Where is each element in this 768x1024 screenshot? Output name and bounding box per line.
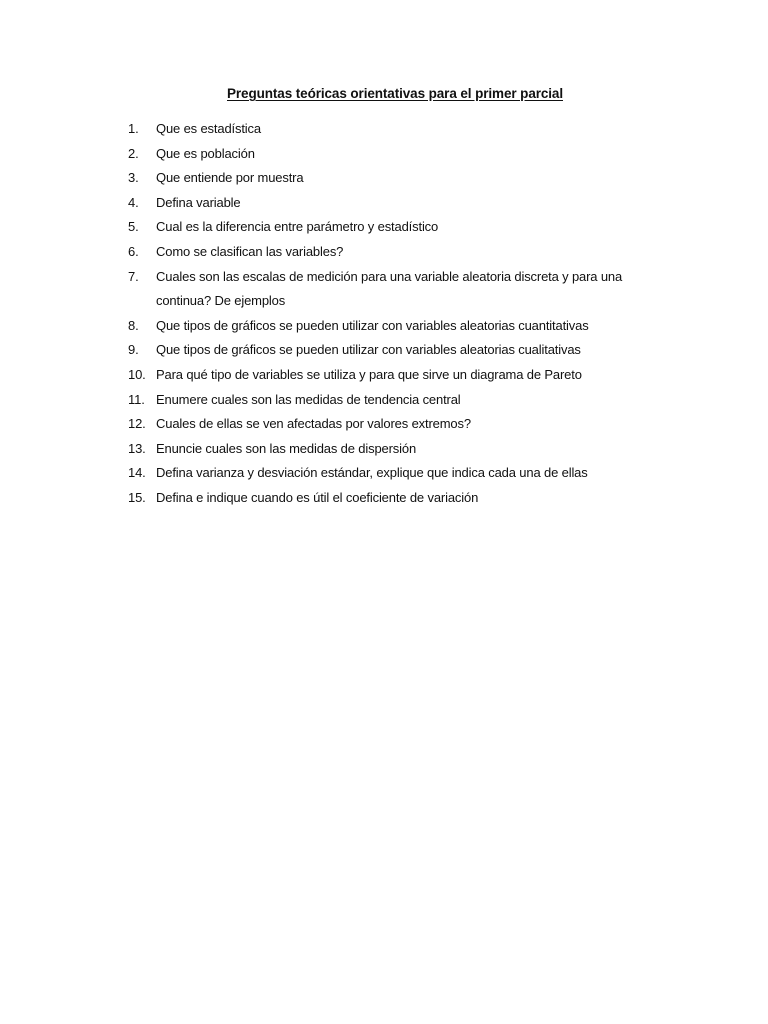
question-number: 12. bbox=[128, 416, 146, 432]
question-number: 5. bbox=[128, 219, 139, 235]
question-item bbox=[128, 486, 648, 511]
question-item bbox=[128, 265, 648, 314]
question-text: Para qué tipo de variables se utiliza y para que sirve un diagrama de Pareto bbox=[156, 366, 582, 382]
question-number: 10. bbox=[128, 366, 146, 382]
question-number: 14. bbox=[128, 465, 146, 481]
question-number: 4. bbox=[128, 194, 139, 210]
question-text: Defina e indique cuando es útil el coeficiente de variación bbox=[156, 489, 479, 505]
question-item bbox=[128, 191, 648, 216]
question-text: Cual es la diferencia entre parámetro y estadístico bbox=[156, 219, 439, 235]
question-number: 3. bbox=[128, 170, 139, 186]
question-number: 8. bbox=[128, 317, 139, 333]
question-text: Que es población bbox=[156, 145, 255, 161]
question-number: 6. bbox=[128, 243, 139, 259]
question-text: Cuales son las escalas de medición para una variable aleatoria discreta y para una continua? De ejemplos bbox=[156, 268, 623, 309]
question-number: 9. bbox=[128, 342, 139, 358]
question-number: 13. bbox=[128, 440, 146, 456]
question-item bbox=[128, 117, 648, 142]
question-text: Cuales de ellas se ven afectadas por valores extremos? bbox=[156, 416, 471, 432]
question-text: Que tipos de gráficos se pueden utilizar con variables aleatorias cuantitativas bbox=[156, 317, 589, 333]
question-item bbox=[128, 388, 648, 413]
question-item bbox=[128, 363, 648, 388]
question-text: Que es estadística bbox=[156, 121, 261, 136]
question-number: 1. bbox=[128, 121, 139, 136]
question-list bbox=[128, 117, 648, 511]
question-number: 15. bbox=[128, 489, 146, 505]
document-title: Preguntas teóricas orientativas para el primer parcial bbox=[227, 86, 563, 101]
question-text: Como se clasifican las variables? bbox=[156, 243, 344, 259]
question-item bbox=[128, 412, 648, 437]
question-item bbox=[128, 215, 648, 240]
question-item bbox=[128, 461, 648, 486]
question-number: 2. bbox=[128, 145, 139, 161]
question-number: 11. bbox=[128, 391, 145, 407]
question-text: Enumere cuales son las medidas de tendencia central bbox=[156, 391, 461, 407]
question-text: Defina variable bbox=[156, 194, 241, 210]
question-text: Que entiende por muestra bbox=[156, 170, 304, 186]
question-item bbox=[128, 314, 648, 339]
question-number: 7. bbox=[128, 268, 139, 284]
question-text: Que tipos de gráficos se pueden utilizar con variables aleatorias cualitativas bbox=[156, 342, 581, 358]
question-item bbox=[128, 437, 648, 462]
question-text: Enuncie cuales son las medidas de dispersión bbox=[156, 440, 417, 456]
question-item bbox=[128, 166, 648, 191]
question-item bbox=[128, 142, 648, 167]
question-text: Defina varianza y desviación estándar, explique que indica cada una de ellas bbox=[156, 465, 588, 481]
question-item bbox=[128, 240, 648, 265]
question-item bbox=[128, 338, 648, 363]
